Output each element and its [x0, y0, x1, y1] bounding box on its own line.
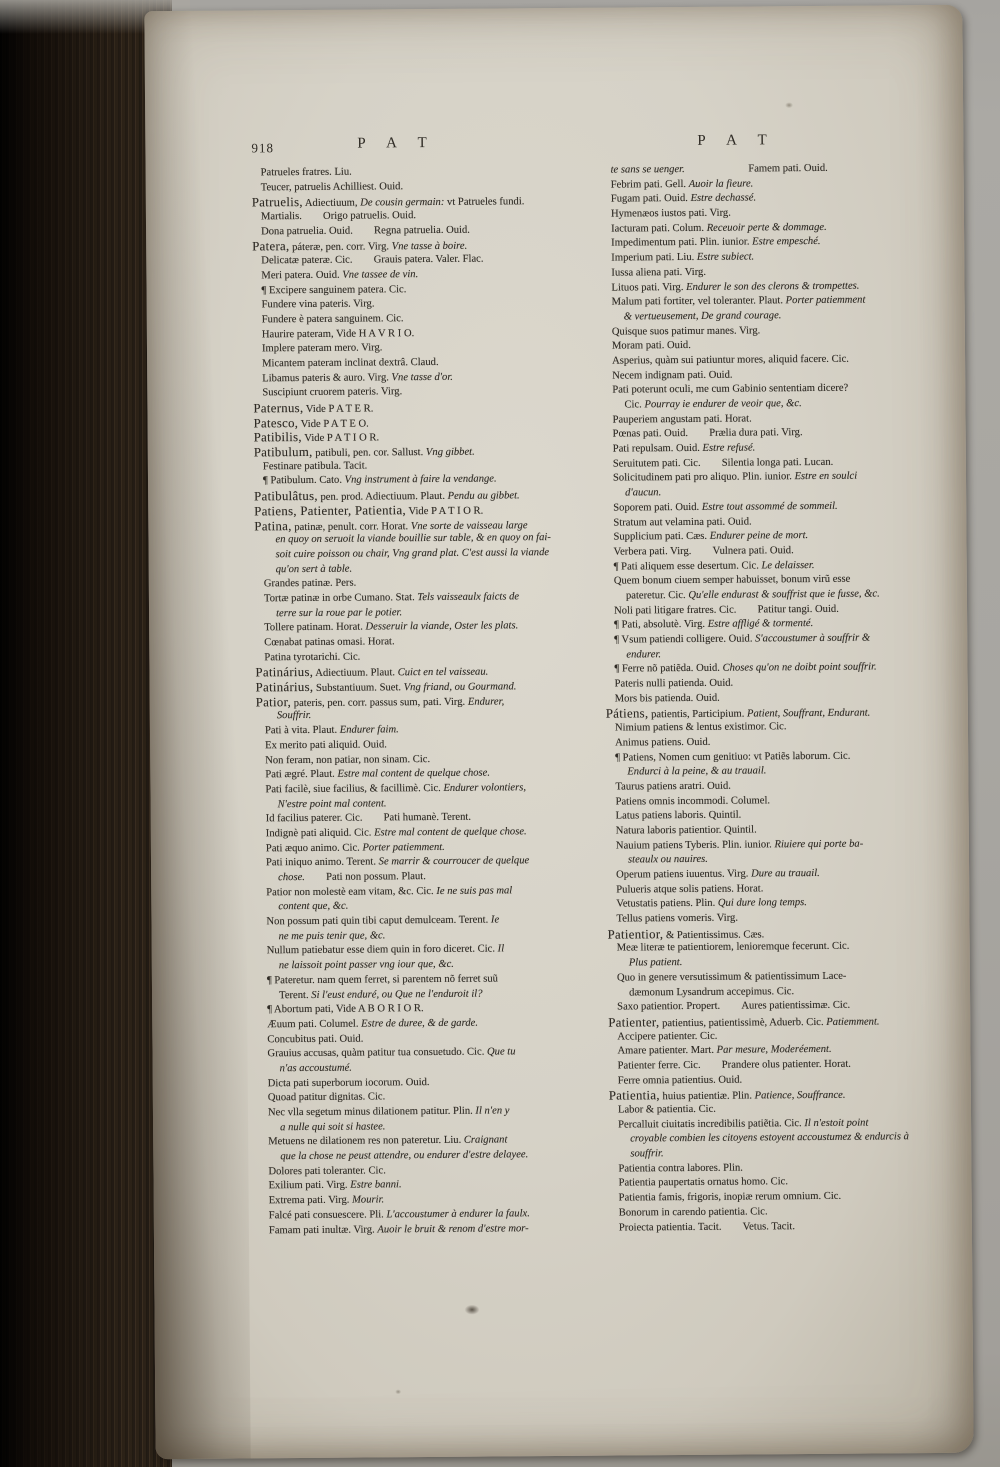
- text-line: Plus patient.: [628, 957, 683, 969]
- text-line: ¶ Patiens, Nomen cum genitiuo: vt Patiẽs laborum. Cic.: [615, 750, 851, 764]
- running-header-right: P A T: [697, 132, 776, 149]
- text-line: ¶ Patibulum. Cato. Vng instrument à faire la vendange.: [262, 473, 497, 487]
- text-line: Patiens omnis incommodi. Columel.: [615, 794, 771, 808]
- text-line: Animus patiens. Ouid.: [615, 736, 711, 749]
- text-line: Moram pati. Ouid.: [611, 340, 691, 352]
- text-line: ne me puis tenir que, &c.: [278, 930, 386, 942]
- headword: Patesco,: [253, 415, 299, 431]
- text-line: endurer.: [626, 648, 662, 661]
- text-line: Implere pateram mero. Virg.: [261, 342, 383, 355]
- text-line: Ex merito pati aliquid. Ouid.: [265, 739, 387, 752]
- text-line: ¶ Abortum pati, Vide A B O R I O R.: [267, 1003, 424, 1016]
- text-line: croyable combien les citoyens estoyent accoustumez & endurcis à: [630, 1131, 909, 1145]
- text-line: Hymenæos iustos pati. Virg.: [610, 207, 731, 220]
- text-line: Teucer, patruelis Achilliest. Ouid.: [260, 180, 404, 194]
- text-line: Pulueris atque solis patiens. Horat.: [616, 883, 764, 896]
- text-line: Patrueles fratres. Liu.: [260, 166, 352, 179]
- text-line: Accipere patienter. Cic.: [617, 1030, 718, 1043]
- text-line: Imperium pati. Liu. Estre subiect.: [611, 251, 755, 264]
- text-line: Festinare patibula. Tacit.: [262, 460, 368, 473]
- text-line: N'estre point mal content.: [277, 797, 387, 810]
- text-line: soit cuire poisson ou chair, Vng grand plat. C'est aussi la viande: [275, 546, 550, 561]
- text-line: Dicta pati superborum iocorum. Ouid.: [267, 1076, 430, 1089]
- text-line: Patesco, Vide P A T E O.: [253, 415, 369, 431]
- paper-speck: [395, 1389, 401, 1394]
- text-line: Impedimentum pati. Plin. iunior. Estre empesché.: [611, 236, 821, 250]
- text-line: Cic. Pourray ie endurer de veoir que, &c.: [624, 398, 802, 411]
- text-line: Souffrir.: [276, 710, 312, 722]
- text-line: Libamus pateris & auro. Virg. Vne tasse d'or.: [262, 371, 453, 384]
- text-line: Quisque suos patimur manes. Virg.: [611, 324, 761, 338]
- text-line: Seruitutem pati. Cic. Silentia longa pati. Lucan.: [612, 456, 834, 470]
- text-line: Patibulâtus, pen. prod. Adiectiuum. Plaut. Pendu au gibbet.: [254, 489, 520, 504]
- text-line: Patinárius, Adiectiuum. Plaut. Cuict en tel vaisseau.: [255, 665, 489, 680]
- text-line: Quoad patitur dignitas. Cic.: [267, 1091, 386, 1104]
- text-line: Martialis. Origo patruelis. Ouid.: [260, 210, 417, 223]
- text-line: Tortæ patinæ in orbe Cumano. Stat. Tels vaisseaulx faicts de: [263, 591, 520, 605]
- paper-speck: [785, 102, 793, 108]
- text-line: a nulle qui soit si hastee.: [280, 1121, 386, 1133]
- text-line: Necem indignam pati. Ouid.: [612, 369, 733, 382]
- text-line: Patienter ferre. Cic. Prandere olus patienter. Horat.: [617, 1058, 851, 1072]
- text-line: Patina, patinæ, penult. corr. Horat. Vne sorte de vaisseau large: [254, 518, 528, 533]
- text-line: Asperius, quàm sui patiuntur mores, aliquid facere. Cic.: [612, 353, 849, 367]
- text-line: Patera, páteræ, pen. corr. Virg. Vne tasse à boire.: [252, 239, 468, 254]
- text-line: Patientia famis, frigoris, inopiæ rerum omnium. Cic.: [618, 1190, 842, 1204]
- text-line: Metuens ne dilationem res non pateretur. Liu. Craignant: [268, 1134, 508, 1148]
- text-line: Famam pati inultæ. Virg. Auoir le bruit & renom d'estre mor-: [268, 1222, 529, 1236]
- text-line: Dolores pati toleranter. Cic.: [268, 1165, 386, 1178]
- text-line: Suscipiunt cruorem pateris. Virg.: [262, 386, 403, 399]
- text-line: Solicitudinem pati pro aliquo. Plin. iunior. Estre en soulci: [612, 471, 858, 485]
- text-line: qu'on sert à table.: [275, 563, 353, 575]
- text-line: ¶ Pati, absolutè. Virg. Estre affligé & tormenté.: [614, 618, 814, 631]
- text-line: Non possum pati quin tibi caput demulceam. Terent. Ie: [266, 914, 500, 928]
- text-line: Nullum patiebatur esse diem quin in foro diceret. Cic. Il: [266, 943, 505, 957]
- text-line: Endurci à la peine, & au trauail.: [627, 765, 767, 778]
- text-line: Patior non molestè eam vitam, &c. Cic. Ie ne suis pas mal: [266, 885, 513, 898]
- text-line: Patientia contra labores. Plin.: [618, 1162, 743, 1175]
- text-line: Quo in genere versutissimum & patientissimum Lace-: [616, 970, 847, 984]
- text-line: Pati poterunt oculi, me cum Gabinio sententiam dicere?: [612, 383, 849, 396]
- headword: Patibulâtus,: [254, 489, 318, 504]
- text-line: Nimium patiens & lentus existimor. Cic.: [614, 721, 787, 734]
- page-number: 918: [251, 140, 274, 156]
- text-line: Meæ literæ te patientiorem, lenioremque fecerunt. Cic.: [616, 941, 850, 954]
- text-line: Fundere è patera sanguinem. Cic.: [261, 313, 404, 326]
- text-line: Labor & patientia. Cic.: [617, 1103, 716, 1116]
- text-line: que la chose ne peust attendre, ou endurer d'estre delayee.: [280, 1149, 529, 1163]
- headword: Pátiens,: [605, 706, 649, 722]
- text-line: Patinárius, Substantiuum. Suet. Vng friand, ou Gourmand.: [255, 679, 517, 695]
- headword: Patibilis,: [253, 430, 302, 445]
- text-line: Indignè pati aliquid. Cic. Estre mal content de quelque chose.: [265, 826, 527, 840]
- text-line: ne laissoit point passer vng iour que, &c.: [278, 958, 454, 972]
- text-column-left: [252, 164, 602, 1239]
- text-line: Verbera pati. Virg. Vulnera pati. Ouid.: [613, 545, 794, 558]
- headword: Patienter,: [608, 1015, 660, 1030]
- text-line: Pátiens, patientis, Participium. Patient, Souffrant, Endurant.: [605, 706, 871, 722]
- text-line: Fundere vina pateris. Virg.: [261, 298, 375, 311]
- text-line: Vetustatis patiens. Plin. Qui dure long temps.: [616, 897, 807, 910]
- text-line: dæmonum Lysandrum accepimus. Cic.: [629, 985, 795, 998]
- text-line: Id facilius paterer. Cic. Pati humanè. Terent.: [265, 811, 472, 825]
- text-line: pateretur. Cic. Qu'elle endurast & souffrist que ie fusse, &c.: [625, 588, 880, 602]
- text-line: Patibilis, Vide P A T I O R.: [253, 430, 380, 445]
- text-line: Falcé pati consuescere. Pli. L'accoustumer à endurer la faulx.: [268, 1208, 530, 1222]
- text-line: Extrema pati. Virg. Mourir.: [268, 1194, 385, 1207]
- text-line: terre sur la roue par le potier.: [276, 606, 403, 619]
- text-line: ¶ Excipere sanguinem patera. Cic.: [261, 283, 407, 296]
- text-line: Patiens, Patienter, Patientia, Vide P A T I O R.: [254, 503, 484, 519]
- text-line: Meri patera. Ouid. Vne tassee de vin.: [261, 268, 419, 282]
- text-line: Proiecta patientia. Tacit. Vetus. Tacit.: [618, 1220, 796, 1234]
- text-line: Pateris nulli patienda. Ouid.: [614, 677, 734, 690]
- text-line: Pauperiem angustam pati. Horat.: [612, 413, 752, 426]
- text-line: Patientia, huius patientiæ. Plin. Patience, Souffrance.: [608, 1088, 846, 1103]
- text-line: Iussa aliena pati. Virg.: [611, 266, 707, 279]
- text-line: Lituos pati. Virg. Endurer le son des clerons & trompettes.: [611, 280, 860, 294]
- book-page: [144, 5, 973, 1459]
- text-line: Patruelis, Adiectiuum, De cousin germain: vt Patrueles fundi.: [251, 195, 525, 210]
- text-line: steaulx ou nauires.: [627, 854, 708, 866]
- text-line: Æuum pati. Columel. Estre de duree, & de garde.: [267, 1017, 478, 1031]
- headword: Patibulum,: [253, 444, 313, 460]
- headword: Patinárius,: [255, 665, 314, 680]
- text-line: Pati à vita. Plaut. Endurer faim.: [264, 724, 399, 737]
- text-line: Percalluit ciuitatis incredibilis patiẽtia. Cic. Il n'estoit point: [618, 1117, 869, 1131]
- headword: Patiens, Patienter, Patientia,: [254, 503, 407, 519]
- headword: Patina,: [254, 518, 292, 533]
- text-line: Quem bonum ciuem semper habuisset, bonum virũ esse: [613, 573, 851, 587]
- text-line: ¶ Ferre nõ patiẽda. Ouid. Choses qu'on ne doibt point souffrir.: [614, 661, 877, 675]
- text-line: en quoy on seruoit la viande bouillie sur table, & en quoy on fai-: [275, 532, 551, 546]
- text-line: Paternus, Vide P A T E R.: [253, 400, 374, 416]
- headword: Patruelis,: [251, 195, 303, 210]
- text-line: Pœnas pati. Ouid. Prælia dura pati. Virg.: [612, 427, 803, 440]
- page-content: [144, 5, 973, 1459]
- text-line: & vertueusement, De grand courage.: [623, 310, 782, 323]
- text-line: Patina tyrotarichi. Cic.: [264, 651, 361, 663]
- running-header-left: P A T: [357, 134, 436, 152]
- text-line: ¶ Pateretur. nam quem ferret, si parentem nõ ferret suũ: [266, 973, 498, 987]
- text-line: Exilium pati. Virg. Estre banni.: [268, 1179, 402, 1192]
- text-line: Ferre omnia patientius. Ouid.: [617, 1074, 743, 1087]
- text-line: Dona patruelia. Ouid. Regna patruelia. Ouid.: [261, 224, 470, 238]
- text-line: souffrir.: [630, 1148, 664, 1160]
- text-line: Haurire pateram, Vide H A V R I O.: [261, 327, 415, 340]
- text-line: Grauius accusas, quàm patitur tua consuetudo. Cic. Que tu: [267, 1046, 516, 1060]
- text-line: Non feram, non patiar, non sinam. Cic.: [265, 753, 431, 766]
- text-line: Concubitus pati. Ouid.: [267, 1033, 364, 1045]
- text-line: Patientia paupertatis ornatus homo. Cic.: [618, 1176, 789, 1189]
- text-line: Amare patienter. Mart. Par mesure, Moderéement.: [617, 1044, 832, 1057]
- text-line: Stratum aut velamina pati. Ouid.: [613, 515, 752, 529]
- text-line: Mors bis patienda. Ouid.: [614, 692, 720, 705]
- text-line: Cœnabat patinas omasi. Horat.: [264, 636, 395, 649]
- text-line: Saxo patientior. Propert. Aures patientissimæ. Cic.: [617, 999, 851, 1013]
- text-line: n'as accoustumé.: [279, 1062, 352, 1075]
- text-line: Nauium patiens Tyberis. Plin. iunior. Riuiere qui porte ba-: [615, 838, 864, 852]
- text-line: Pati ægré. Plaut. Estre mal content de quelque chose.: [265, 767, 491, 781]
- text-line: Febrim pati. Gell. Auoir la fieure.: [610, 178, 754, 191]
- headword: Patientior,: [607, 926, 664, 942]
- text-line: Iacturam pati. Colum. Receuoir perte & dommage.: [611, 221, 827, 235]
- text-line: Delicatæ pateræ. Cic. Grauis patera. Valer. Flac.: [261, 253, 484, 267]
- headword: Patera,: [252, 239, 290, 254]
- text-line: Pati repulsam. Ouid. Estre refusé.: [612, 442, 756, 455]
- headword: Patientia,: [608, 1088, 660, 1103]
- text-column-right: [602, 161, 952, 1236]
- headword: Patinárius,: [255, 679, 314, 695]
- text-line: Patior, pateris, pen. corr. passus sum, pati. Virg. Endurer,: [255, 694, 505, 710]
- text-line: Nec vlla segetum minus dilationem patitur. Plin. Il n'en y: [267, 1105, 510, 1119]
- text-line: Supplicium pati. Cæs. Endurer peine de mort.: [613, 530, 809, 543]
- text-line: Natura laboris patientior. Quintil.: [615, 824, 757, 837]
- text-line: Operum patiens iuuentus. Virg. Dure au trauail.: [616, 867, 820, 881]
- text-line: Taurus patiens aratri. Ouid.: [615, 780, 731, 793]
- text-line: Micantem pateram inclinat dextrâ. Claud.: [262, 356, 439, 370]
- text-line: chose. Pati non possum. Plaut.: [278, 871, 426, 884]
- text-line: Malum pati fortiter, vel toleranter. Plaut. Porter patiemment: [611, 294, 866, 308]
- text-line: Bonorum in carendo patientia. Cic.: [618, 1206, 768, 1219]
- text-line: Soporem pati. Ouid. Estre tout assommé de sommeil.: [613, 500, 838, 514]
- text-line: Pati æquo animo. Cic. Porter patiemment.: [265, 841, 445, 854]
- text-line: ¶ Pati aliquem esse desertum. Cic. Le delaisser.: [613, 559, 815, 573]
- text-line: Patienter, patientius, patientissimè, Aduerb. Cic. Patiemment.: [608, 1015, 880, 1030]
- text-line: ¶ Vsum patiendi colligere. Ouid. S'accoustumer à souffrir &: [614, 632, 871, 646]
- text-line: content que, &c.: [278, 901, 349, 913]
- text-line: Patibulum, patibuli, pen. cor. Sallust. Vng gibbet.: [253, 444, 475, 460]
- headword: Patior,: [255, 694, 292, 710]
- text-line: Fugam pati. Ouid. Estre dechassé.: [610, 192, 757, 205]
- text-line: Pati facilè, siue facilius, & facillimè. Cic. Endurer volontiers,: [265, 782, 527, 796]
- text-line: Latus patiens laboris. Quintil.: [615, 809, 742, 822]
- text-line: d'aucun.: [625, 487, 662, 499]
- text-line: Grandes patinæ. Pers.: [263, 577, 357, 590]
- text-line: Noli pati litigare fratres. Cic. Patitur tangi. Ouid.: [614, 603, 839, 617]
- text-line: Terent. Si l'eust enduré, ou Que ne l'enduroit il?: [279, 988, 483, 1001]
- text-line: Patientior, & Patientissimus. Cæs.: [607, 926, 765, 942]
- text-line: Tollere patinam. Horat. Desseruir la viande, Oster les plats.: [264, 620, 519, 634]
- text-line: Pati iniquo animo. Terent. Se marrir & courroucer de quelque: [265, 855, 530, 869]
- text-line: te sans se uenger. Famem pati. Ouid.: [610, 162, 828, 176]
- text-line: Tellus patiens vomeris. Virg.: [616, 912, 739, 925]
- headword: Paternus,: [253, 400, 304, 416]
- ink-stain: [464, 1305, 479, 1315]
